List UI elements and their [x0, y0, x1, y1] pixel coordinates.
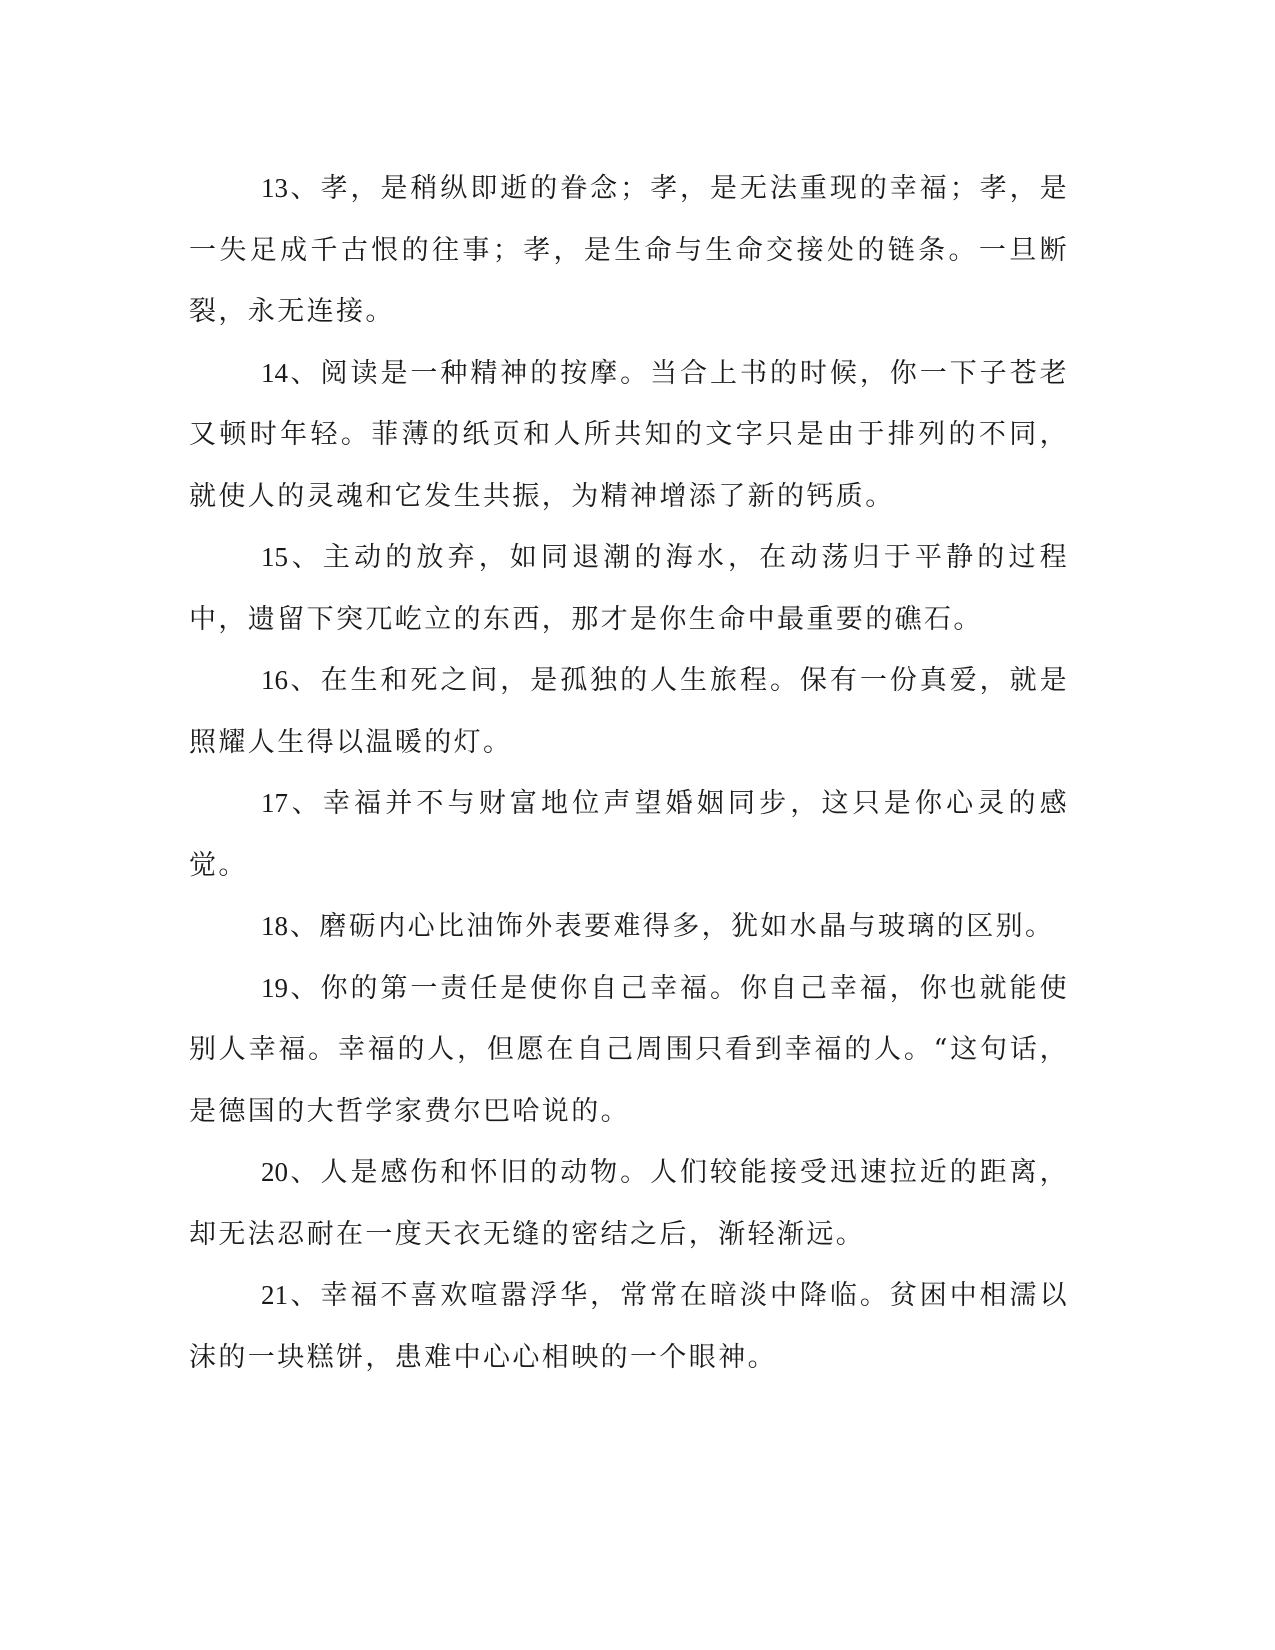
paragraph-16: [189, 650, 1069, 773]
paragraph-number: 13: [261, 173, 288, 203]
paragraph-13: [189, 158, 1069, 343]
paragraph-text: 、在生和死之间，是孤独的人生旅程。保有一份真爱，就是照耀人生得以温暖的灯。: [189, 665, 1069, 758]
paragraph-text: 、幸福并不与财富地位声望婚姻同步，这只是你心灵的感觉。: [189, 788, 1069, 881]
paragraph-number: 20: [261, 1157, 288, 1187]
paragraph-text: 、磨砺内心比油饰外表要难得多，犹如水晶与玻璃的区别。: [290, 911, 1055, 942]
paragraph-number: 17: [261, 788, 288, 818]
paragraph-17: [189, 773, 1069, 896]
paragraph-number: 18: [261, 911, 288, 941]
paragraph-text: 、人是感伤和怀旧的动物。人们较能接受迅速拉近的距离，却无法忍耐在一度天衣无缝的密结之后，渐轻渐远。: [189, 1157, 1069, 1250]
document-body: [189, 158, 1069, 1388]
paragraph-18: [189, 896, 1069, 958]
paragraph-text: 、你的第一责任是使你自己幸福。你自己幸福，你也就能使别人幸福。幸福的人，但愿在自己周围只看到幸福的人。“这句话，是德国的大哲学家费尔巴哈说的。: [189, 972, 1069, 1127]
paragraph-text: 、孝，是稍纵即逝的眷念；孝，是无法重现的幸福；孝，是一失足成千古恨的往事；孝，是生命与生命交接处的链条。一旦断裂，永无连接。: [189, 173, 1069, 327]
paragraph-number: 21: [261, 1280, 288, 1310]
paragraph-number: 15: [261, 542, 288, 572]
paragraph-text: 、幸福不喜欢喧嚣浮华，常常在暗淡中降临。贫困中相濡以沫的一块糕饼，患难中心心相映的一个眼神。: [189, 1280, 1069, 1373]
paragraph-number: 14: [261, 357, 288, 388]
paragraph-number: 16: [261, 665, 288, 695]
paragraph-19: [189, 958, 1069, 1143]
paragraph-14: [189, 343, 1069, 528]
paragraph-text: 、主动的放弃，如同退潮的海水，在动荡归于平静的过程中，遗留下突兀屹立的东西，那才是你生命中最重要的礁石。: [189, 542, 1069, 635]
paragraph-number: 19: [261, 972, 288, 1003]
paragraph-text: 、阅读是一种精神的按摩。当合上书的时候，你一下子苍老又顿时年轻。菲薄的纸页和人所共知的文字只是由于排列的不同，就使人的灵魂和它发生共振，为精神增添了新的钙质。: [189, 357, 1069, 512]
paragraph-20: [189, 1142, 1069, 1265]
paragraph-21: [189, 1265, 1069, 1388]
paragraph-15: [189, 527, 1069, 650]
